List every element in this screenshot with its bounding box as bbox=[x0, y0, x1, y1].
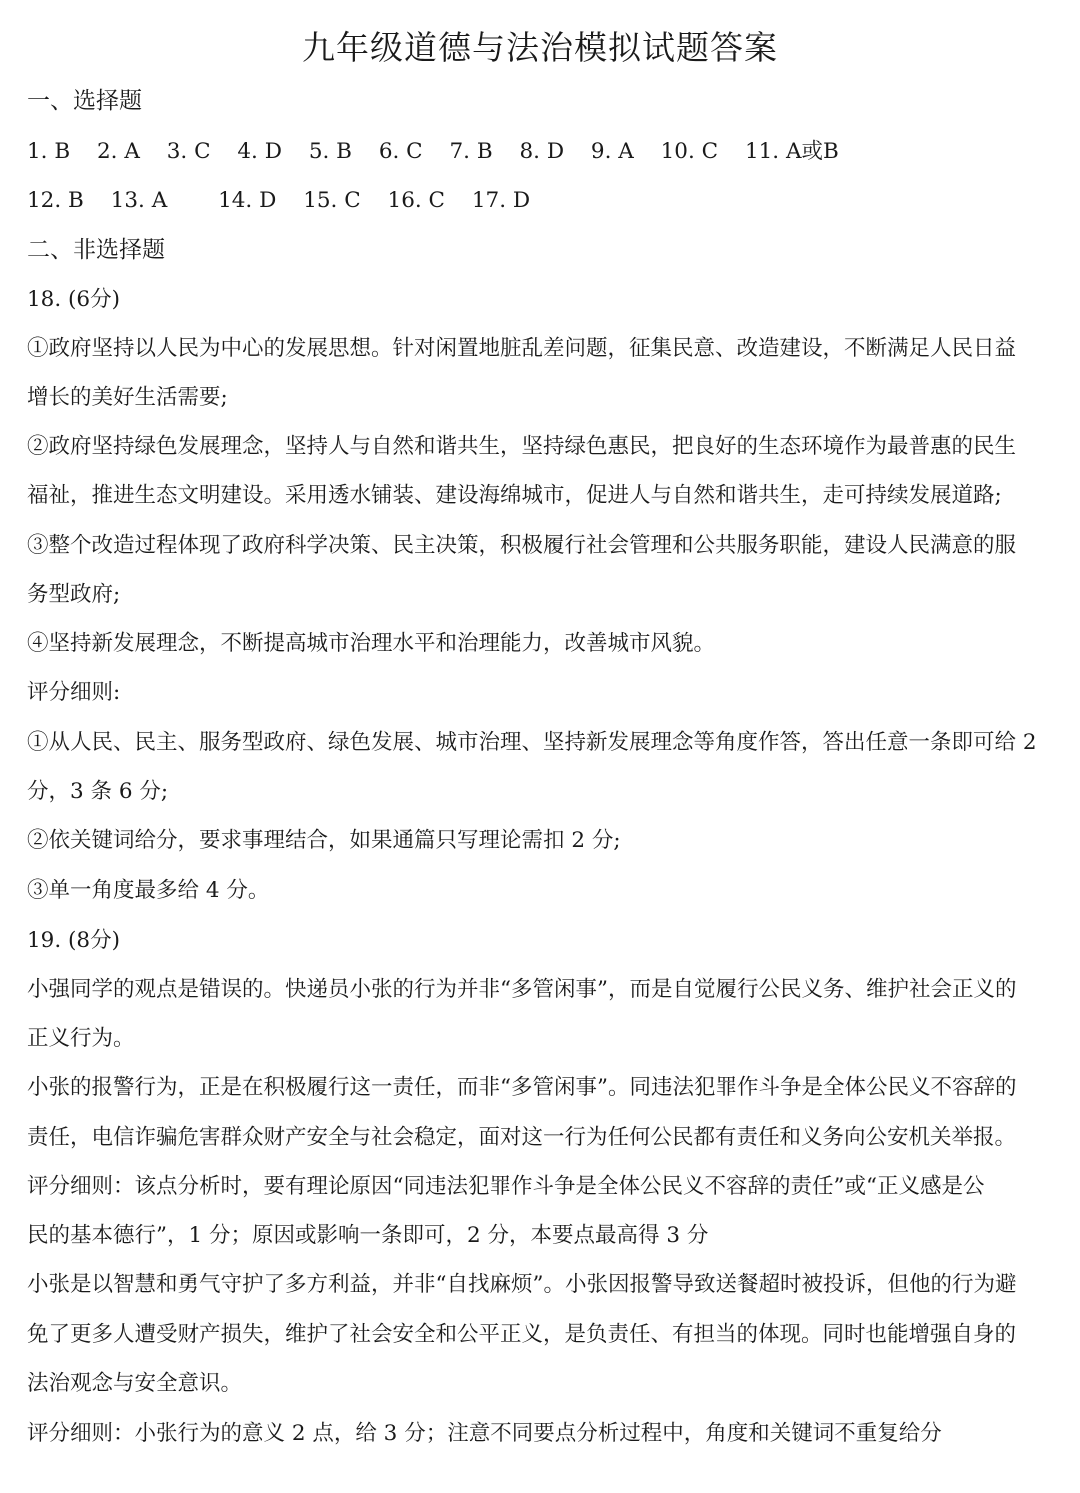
mcq-answer: 17. D bbox=[471, 188, 531, 213]
q19-answer-line: 小强同学的观点是错误的。快递员小张的行为并非“多管闲事”，而是自觉履行公民义务、维护社会正义的 bbox=[27, 977, 1017, 1002]
q19-answer-line: 免了更多人遭受财产损失，维护了社会安全和公平正义，是负责任、有担当的体现。同时也能增强自身的 bbox=[27, 1322, 1017, 1347]
q18-answer-line: ①政府坚持以人民为中心的发展思想。针对闲置地脏乱差问题，征集民意、改造建设，不断满足人民日益 bbox=[27, 336, 1017, 361]
mcq-answer: 1. B bbox=[27, 139, 71, 164]
mcq-answer: 6. C bbox=[378, 139, 423, 164]
question-18-header: 18. (6分) bbox=[27, 287, 120, 312]
q18-answer-line: 务型政府; bbox=[27, 582, 121, 607]
q18-answer-line: ③整个改造过程体现了政府科学决策、民主决策，积极履行社会管理和公共服务职能，建设人民满意的服 bbox=[27, 533, 1017, 558]
q18-scoring-line: ①从人民、民主、服务型政府、绿色发展、城市治理、坚持新发展理念等角度作答，答出任意一条即可给 2 bbox=[27, 730, 1037, 755]
q18-answer-line: ④坚持新发展理念，不断提高城市治理水平和治理能力，改善城市风貌。 bbox=[27, 631, 716, 656]
q19-scoring-line: 民的基本德行”，1 分；原因或影响一条即可，2 分，本要点最高得 3 分 bbox=[27, 1223, 709, 1248]
q18-answer-line: 福祉，推进生态文明建设。采用透水铺装、建设海绵城市，促进人与自然和谐共生，走可持续发展道路; bbox=[27, 483, 1002, 508]
section-heading-multiple-choice: 一、选择题 bbox=[27, 88, 142, 114]
q19-answer-line: 小张是以智慧和勇气守护了多方利益，并非“自找麻烦”。小张因报警导致送餐超时被投诉，但他的行为避 bbox=[27, 1272, 1017, 1297]
mcq-answer: 3. C bbox=[166, 139, 211, 164]
q19-scoring-line: 评分细则：该点分析时，要有理论原因“同违法犯罪作斗争是全体公民义不容辞的责任”或“正义感是公 bbox=[27, 1174, 985, 1199]
mcq-answer: 14. D bbox=[218, 188, 277, 213]
mcq-answer: 12. B bbox=[27, 188, 84, 213]
section-heading-non-multiple-choice: 二、非选择题 bbox=[27, 237, 165, 263]
mcq-answers-row-2 bbox=[27, 186, 1056, 216]
q18-scoring-heading: 评分细则: bbox=[27, 680, 121, 705]
mcq-answer: 13. A bbox=[110, 188, 168, 213]
mcq-answer: 4. D bbox=[237, 139, 282, 164]
mcq-answer: 2. A bbox=[97, 139, 140, 164]
mcq-answer: 15. C bbox=[303, 188, 361, 213]
question-19-header: 19. (8分) bbox=[27, 928, 120, 953]
q19-answer-line: 法治观念与安全意识。 bbox=[27, 1371, 243, 1396]
q19-answer-line: 责任，电信诈骗危害群众财产安全与社会稳定，面对这一行为任何公民都有责任和义务向公安机关举报。 bbox=[27, 1125, 1017, 1150]
mcq-answer: 7. B bbox=[449, 139, 493, 164]
mcq-answer: 5. B bbox=[308, 139, 352, 164]
mcq-answer: 10. C bbox=[660, 139, 719, 164]
page-title: 九年级道德与法治模拟试题答案 bbox=[302, 28, 778, 67]
q19-answer-line: 正义行为。 bbox=[27, 1026, 135, 1051]
mcq-answer: 8. D bbox=[519, 139, 565, 164]
mcq-answer: 11. A或B bbox=[744, 139, 839, 164]
q18-scoring-line: ③单一角度最多给 4 分。 bbox=[27, 878, 270, 903]
mcq-answer: 16. C bbox=[387, 188, 445, 213]
q19-scoring-line: 评分细则：小张行为的意义 2 点，给 3 分；注意不同要点分析过程中，角度和关键词不重复给分 bbox=[27, 1421, 942, 1446]
q18-scoring-line: ②依关键词给分，要求事理结合，如果通篇只写理论需扣 2 分; bbox=[27, 828, 621, 853]
q18-scoring-line: 分，3 条 6 分; bbox=[27, 779, 169, 804]
q19-answer-line: 小张的报警行为，正是在积极履行这一责任，而非“多管闲事”。同违法犯罪作斗争是全体公民义不容辞的 bbox=[27, 1075, 1017, 1100]
mcq-answer: 9. A bbox=[590, 139, 634, 164]
mcq-answers-row-1 bbox=[27, 137, 1056, 167]
q18-answer-line: ②政府坚持绿色发展理念，坚持人与自然和谐共生，坚持绿色惠民，把良好的生态环境作为最普惠的民生 bbox=[27, 434, 1017, 459]
q18-answer-line: 增长的美好生活需要; bbox=[27, 385, 228, 410]
